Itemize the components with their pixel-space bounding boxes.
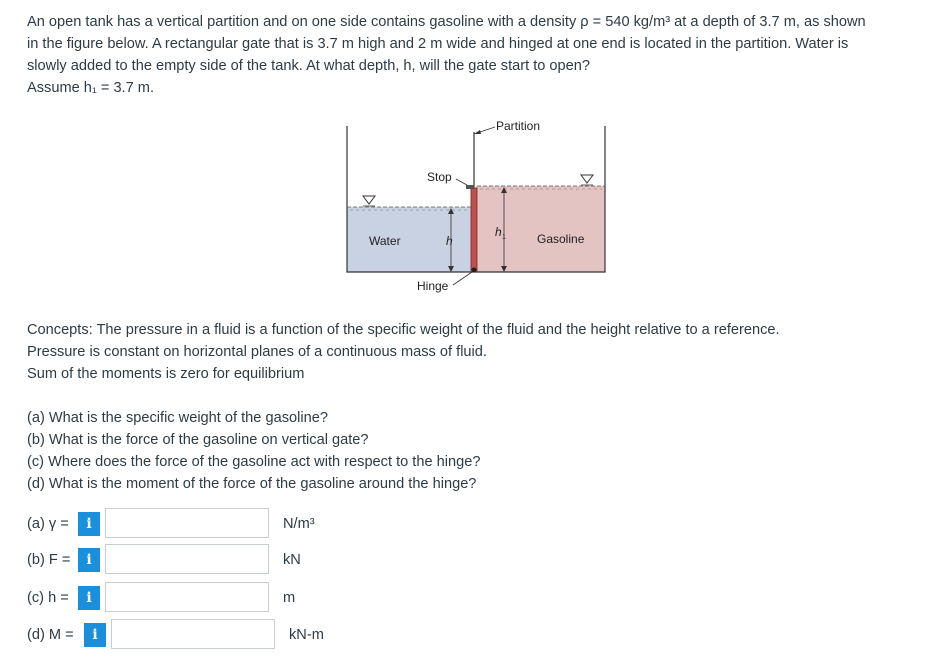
partition-label: Partition: [496, 119, 541, 133]
question-list: [27, 407, 907, 495]
info-icon[interactable]: i: [78, 512, 100, 536]
answer-a-input[interactable]: [105, 508, 269, 538]
answer-row-b: [27, 544, 347, 576]
answer-row-d: [27, 619, 357, 651]
answer-d-unit: kN-m: [289, 627, 324, 643]
answer-b-unit: kN: [283, 552, 301, 568]
problem-line-2: in the figure below. A rectangular gate that is 3.7 m high and 2 m wide and hinged at one end is located in the partition. Water is: [27, 36, 849, 52]
h1-label: h: [495, 225, 502, 239]
water-region: [347, 207, 472, 272]
stop-label: Stop: [427, 170, 452, 184]
h1-subscript: 1: [502, 234, 506, 241]
concepts: [27, 319, 907, 385]
problem-assumption: Assume h₁ = 3.7 m.: [27, 80, 154, 96]
info-icon[interactable]: i: [84, 623, 106, 647]
concept-line-3: Sum of the moments is zero for equilibrium: [27, 366, 305, 382]
answer-d-label: (d) M =: [27, 627, 74, 643]
answer-b-label: (b) F =: [27, 552, 71, 568]
info-icon[interactable]: i: [78, 586, 100, 610]
gate: [471, 188, 477, 272]
answer-a-unit: N/m³: [283, 516, 315, 532]
problem-line-3: slowly added to the empty side of the tank. At what depth, h, will the gate start to open?: [27, 58, 591, 74]
stop-block: [466, 185, 474, 189]
hinge-point: [472, 268, 477, 273]
question-a: (a) What is the specific weight of the gasoline?: [27, 410, 328, 426]
h-label: h: [446, 234, 453, 248]
info-icon[interactable]: i: [78, 548, 100, 572]
answer-row-c: [27, 582, 347, 614]
question-b: (b) What is the force of the gasoline on vertical gate?: [27, 432, 369, 448]
problem-line-1: An open tank has a vertical partition and on one side contains gasoline with a density ρ = 540 kg/m³ at a depth of 3.7 m, as shown: [27, 14, 866, 30]
concept-line-2: Pressure is constant on horizontal planes of a continuous mass of fluid.: [27, 344, 487, 360]
answer-b-input[interactable]: [105, 544, 269, 574]
water-label: Water: [369, 234, 401, 248]
concept-line-1: Concepts: The pressure in a fluid is a function of the specific weight of the fluid and the height relative to a reference.: [27, 322, 780, 338]
gasoline-label: Gasoline: [537, 232, 585, 246]
gasoline-level-marker: [581, 175, 593, 183]
tank-figure: [330, 115, 620, 295]
question-d: (d) What is the moment of the force of the gasoline around the hinge?: [27, 476, 477, 492]
water-level-marker: [363, 196, 375, 204]
answer-c-label: (c) h =: [27, 590, 69, 606]
answer-c-unit: m: [283, 590, 296, 606]
answer-row-a: [27, 508, 347, 540]
question-c: (c) Where does the force of the gasoline act with respect to the hinge?: [27, 454, 481, 470]
hinge-label: Hinge: [417, 279, 449, 293]
answer-c-input[interactable]: [105, 582, 269, 612]
problem-statement: [27, 11, 917, 99]
answer-a-label: (a) γ =: [27, 516, 69, 532]
answer-d-input[interactable]: [111, 619, 275, 649]
